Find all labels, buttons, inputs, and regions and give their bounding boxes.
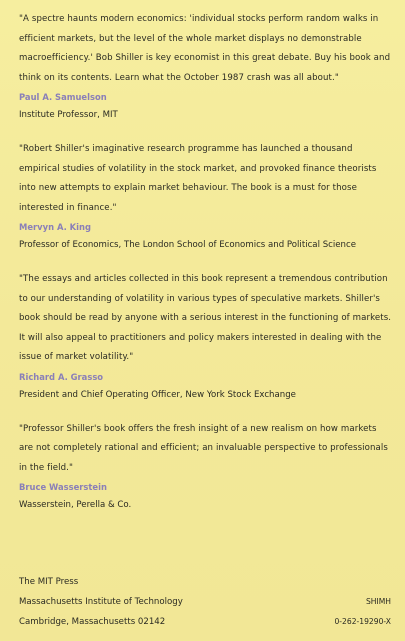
publisher-institute: Massachusetts Institute of Technology xyxy=(19,597,183,607)
endorsement-king xyxy=(19,140,393,251)
endorsement-quote: "Professor Shiller's book offers the fresh insight of a new realism on how markets are not completely rational and efficient; an invaluable perspective to professionals in the field." xyxy=(19,423,388,473)
endorsement-affiliation: Professor of Economics, The London School of Economics and Political Science xyxy=(19,240,357,250)
publisher-city: Cambridge, Massachusetts 02142 xyxy=(19,617,166,627)
endorsement-author: Mervyn A. King xyxy=(19,222,91,232)
endorsement-grasso xyxy=(19,270,393,401)
endorsement-author: Bruce Wasserstein xyxy=(19,482,107,492)
publisher-info xyxy=(19,572,391,632)
isbn: 0-262-19290-X xyxy=(334,617,391,626)
endorsement-quote: "The essays and articles collected in this book represent a tremendous contribution to our understanding of volatility in various types of speculative markets. Shiller's book should be read by anyone with a serious interest in the functioning of markets. It will also appeal to practitioners and policy makers interested in dealing with the issue of market volatility." xyxy=(19,274,392,362)
publisher-name: The MIT Press xyxy=(19,577,79,587)
endorsement-affiliation: Institute Professor, MIT xyxy=(19,110,118,120)
endorsement-author: Richard A. Grasso xyxy=(19,371,104,382)
book-code: SHIMH xyxy=(365,597,391,606)
endorsement-samuelson xyxy=(19,10,393,121)
endorsement-affiliation: President and Chief Operating Officer, New York Stock Exchange xyxy=(19,389,296,400)
endorsement-affiliation: Wasserstein, Perella & Co. xyxy=(19,500,132,510)
endorsement-quote: "Robert Shiller's imaginative research programme has launched a thousand empirical studies of volatility in the stock market, and provoked finance theorists into new attempts to explain market behaviour. The book is a must for those interested in finance." xyxy=(19,144,377,213)
endorsements xyxy=(19,10,393,530)
endorsement-quote: "A spectre haunts modern economics: 'individual stocks perform random walks in efficient markets, but the level of the whole market displays no demonstrable macroefficiency.' Bob Shiller is key economist in this great debate. Buy his book and think on its contents. Learn what the October 1987 crash was all about." xyxy=(19,14,391,83)
endorsement-wasserstein xyxy=(19,420,393,512)
endorsement-author: Paul A. Samuelson xyxy=(19,92,107,102)
